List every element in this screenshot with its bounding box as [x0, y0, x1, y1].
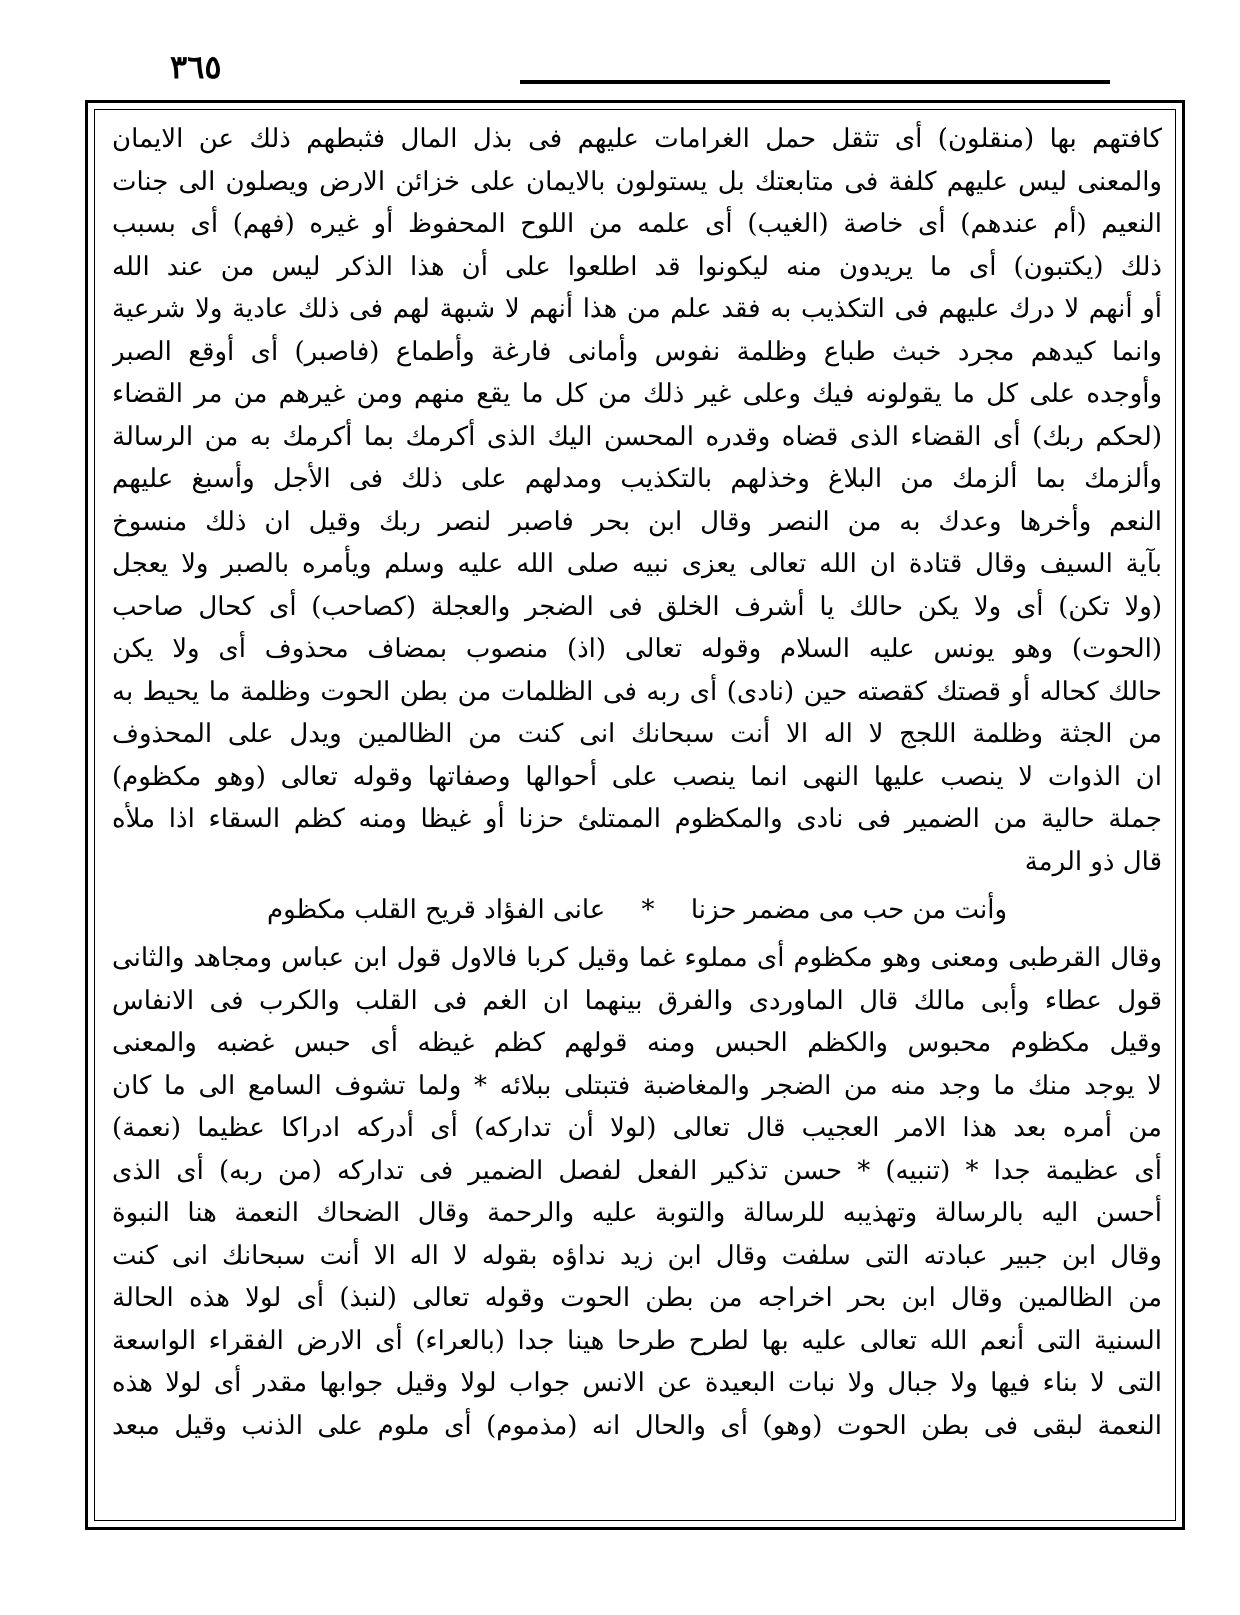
text-line: من أمره بعد هذا الامر العجيب قال تعالى (لولا أن تداركه) أى أدركه ادراكا عظيما (نعمة) [112, 1113, 1162, 1143]
text-line: بآية السيف وقال قتادة ان الله تعالى يعزى نبيه صلى الله عليه وسلم ويأمره بالصبر ولا يعجل [112, 549, 1162, 579]
verse-first-hemistich: وأنت من حب مى مضمر حزنا [690, 895, 1008, 925]
text-line: (لحكم ربك) أى القضاء الذى قضاه وقدره المحسن اليك الذى أكرمك بما أكرمك به من الرسالة [112, 421, 1162, 452]
text-line-short: قال ذو الرمة [1024, 846, 1162, 877]
text-line: كافتهم بها (منقلون) أى تثقل حمل الغرامات عليهم فى بذل المال فثبطهم ذلك عن الايمان [112, 124, 1162, 154]
verse-second-hemistich: عانى الفؤاد قريح القلب مكظوم [266, 895, 606, 925]
text-line: التى لا بناء فيها ولا جبال ولا نبات البعيدة عن الانس جواب لولا وقيل جوابها مقدر أى لولا هذه [112, 1368, 1162, 1398]
verse-separator: * [641, 895, 655, 925]
text-line: وقال القرطبى ومعنى وهو مكظوم أى مملوء غما وقيل كربا فالاول قول ابن عباس ومجاهد والثانى [112, 943, 1162, 973]
text-line: ذلك (يكتبون) أى ما يريدون منه ليكونوا قد اطلعوا على أن هذا الذكر ليس من عند الله [112, 251, 1162, 282]
text-line: وأوجده على كل ما يقولونه فيك وعلى غير ذلك من كل ما يقع منهم ومن غيرهم من مر القضاء [112, 379, 1162, 409]
text-line: السنية التى أنعم الله تعالى عليه بها لطرح طرحا هينا جدا (بالعراء) أى الارض الفقراء الواسعة [112, 1325, 1162, 1356]
text-line: وانما كيدهم مجرد خبث طباع وظلمة نفوس وأمانى فارغة وأطماع (فاصبر) أى أوقع الصبر [112, 336, 1162, 367]
text-line: وقال ابن جبير عبادته التى سلفت وقال ابن زيد نداؤه بقوله لا اله الا أنت سبحانك انى كنت [112, 1240, 1162, 1271]
text-line: (الحوت) وهو يونس عليه السلام وقوله تعالى (اذ) منصوب بمضاف محذوف أى ولا يكن [112, 634, 1162, 664]
text-line: وألزمك بما ألزمك من البلاغ وخذلهم بالتكذيب ومدلهم على ذلك فى الأجل وأسبغ عليهم [112, 464, 1162, 494]
text-line: حالك كحاله أو قصتك كقصته حين (نادى) أى ربه فى الظلمات من بطن الحوت وظلمة ما يحيط به [112, 676, 1162, 707]
page-number: ٣٦٥ [170, 48, 222, 86]
text-line: النعم وأخرها وعدك به من النصر وقال ابن بحر فاصبر لنصر ربك وقيل ان ذلك منسوخ [112, 506, 1162, 537]
text-line: ان الذوات لا ينصب عليها النهى انما ينصب على أحوالها وصفاتها وقوله تعالى (وهو مكظوم) [112, 761, 1162, 792]
text-body [112, 118, 1162, 1447]
text-line: من الظالمين وقال ابن بحر اخراجه من بطن الحوت وقوله تعالى (لنبذ) أى لولا هذه الحالة [112, 1283, 1162, 1313]
text-line: لا يوجد منك ما وجد منه من الضجر والمغاضبة فتبتلى ببلائه * ولما تشوف السامع الى ما كان [112, 1070, 1162, 1101]
text-line: أحسن اليه بالرسالة وتهذيبه للرسالة والتوبة عليه والرحمة وقال الضحاك النعمة هنا النبوة [112, 1198, 1162, 1228]
text-line: أو أنهم لا درك عليهم فى التكذيب به فقد علم من هذا أنهم لا شبهة لهم فى ذلك عادية ولا شرعية [112, 294, 1162, 324]
text-line: (ولا تكن) أى ولا يكن حالك يا أشرف الخلق فى الضجر والعجلة (كصاحب) أى كحال صاحب [112, 591, 1162, 622]
text-line: أى عظيمة جدا * (تنبيه) * حسن تذكير الفعل لفصل الضمير فى تداركه (من ربه) أى الذى [112, 1155, 1162, 1186]
text-line: النعمة لبقى فى بطن الحوت (وهو) أى والحال انه (مذموم) أى ملوم على الذنب وقيل مبعد [112, 1410, 1162, 1441]
text-line: والمعنى ليس عليهم كلفة فى متابعتك بل يستولون بالايمان على خزائن الارض ويصلون الى جنات [112, 166, 1162, 197]
poetry-verse [112, 883, 1162, 937]
text-line: النعيم (أم عندهم) أى خاصة (الغيب) أى علمه من اللوح المحفوظ أو غيره (فهم) أى بسبب [112, 209, 1162, 239]
header-rule [520, 80, 1110, 84]
text-line: من الجثة وظلمة اللجج لا اله الا أنت سبحانك انى كنت من الظالمين ويدل على المحذوف [112, 719, 1162, 749]
text-line: قول عطاء وأبى مالك قال الماوردى والفرق بينهما ان الغم فى القلب والكرب فى الانفاس [112, 985, 1162, 1016]
text-line: جملة حالية من الضمير فى نادى والمكظوم الممتلئ حزنا أو غيظا ومنه كظم السقاء اذا ملأه [112, 804, 1162, 834]
text-line: وقيل مكظوم محبوس والكظم الحبس ومنه قولهم كظم غيظه أى حبس غضبه والمعنى [112, 1028, 1162, 1058]
